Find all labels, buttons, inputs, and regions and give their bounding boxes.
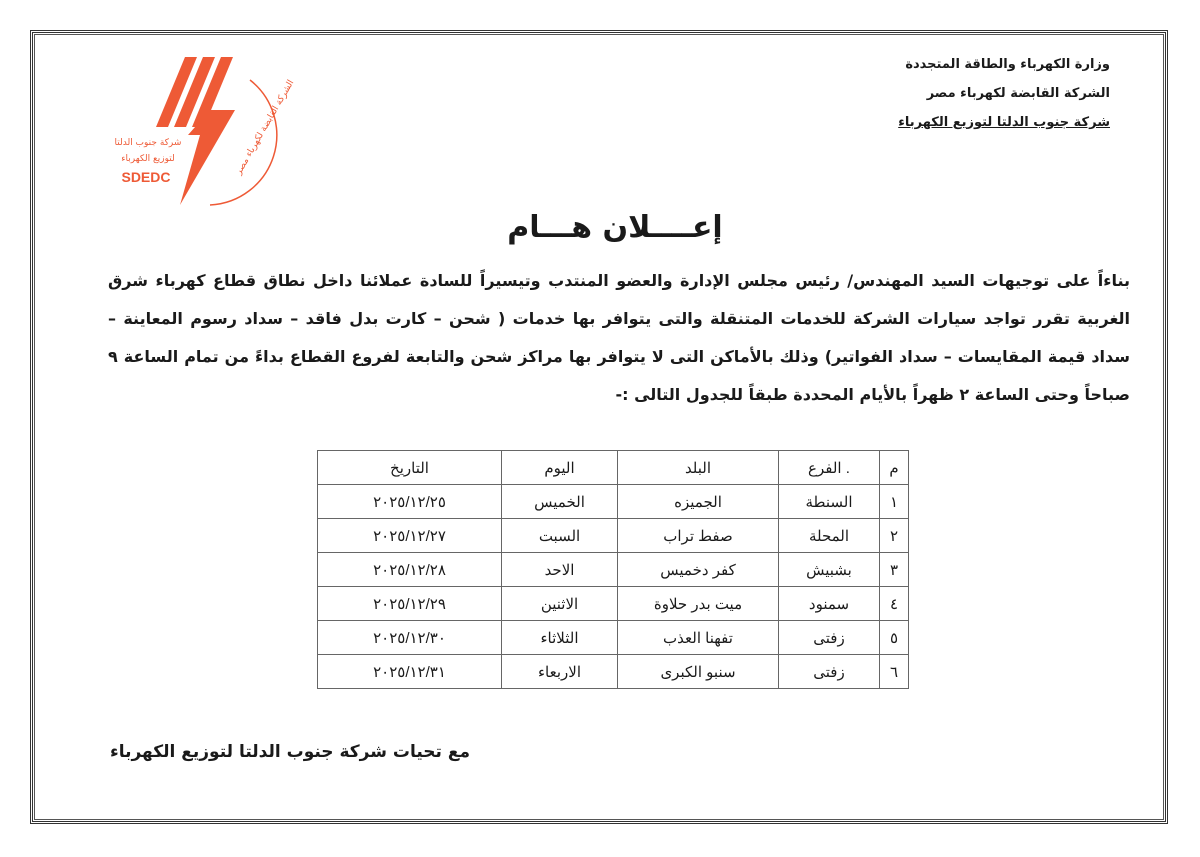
svg-text:شركة جنوب الدلتا: شركة جنوب الدلتا bbox=[114, 138, 182, 148]
town-cell: الجميزه bbox=[618, 485, 779, 519]
date-value: ٢٠٢٥/١٢/٢٨ bbox=[373, 561, 446, 579]
holding-company-name: الشركة القابضة لكهرباء مصر bbox=[926, 86, 1110, 101]
branch-cell: السنطة bbox=[779, 485, 880, 519]
row-number-cell: ٦ bbox=[880, 655, 909, 689]
branch-cell: سمنود bbox=[779, 587, 880, 621]
branch-cell: زفتى bbox=[779, 655, 880, 689]
date-value: ٢٠٢٥/١٢/٢٧ bbox=[373, 527, 446, 545]
date-cell bbox=[318, 485, 502, 519]
day-cell: الاثنين bbox=[502, 587, 618, 621]
day-cell: السبت bbox=[502, 519, 618, 553]
town-cell: صفط تراب bbox=[618, 519, 779, 553]
date-value: ٢٠٢٥/١٢/٣١ bbox=[373, 663, 446, 681]
closing-greeting: مع تحيات شركة جنوب الدلتا لتوزيع الكهرباء bbox=[110, 742, 470, 762]
table-row bbox=[318, 553, 909, 587]
branch-cell: المحلة bbox=[779, 519, 880, 553]
day-cell: الاربعاء bbox=[502, 655, 618, 689]
svg-text:لتوزيع الكهرباء: لتوزيع الكهرباء bbox=[121, 154, 175, 164]
date-value: ٢٠٢٥/١٢/٣٠ bbox=[373, 629, 446, 647]
day-cell: الخميس bbox=[502, 485, 618, 519]
town-cell: كفر دخميس bbox=[618, 553, 779, 587]
date-cell bbox=[318, 655, 502, 689]
letterhead bbox=[898, 50, 1110, 137]
row-number-cell: ٢ bbox=[880, 519, 909, 553]
date-value: ٢٠٢٥/١٢/٢٩ bbox=[373, 595, 446, 613]
schedule-table bbox=[317, 450, 909, 689]
date-cell bbox=[318, 519, 502, 553]
company-name: شركة جنوب الدلتا لتوزيع الكهرباء bbox=[898, 115, 1110, 130]
date-cell bbox=[318, 621, 502, 655]
row-number-cell: ٣ bbox=[880, 553, 909, 587]
branch-cell: زفتى bbox=[779, 621, 880, 655]
date-cell bbox=[318, 553, 502, 587]
header-branch: . الفرع bbox=[779, 451, 880, 485]
header-date: التاريخ bbox=[318, 451, 502, 485]
branch-cell: بشبيش bbox=[779, 553, 880, 587]
row-number-cell: ٤ bbox=[880, 587, 909, 621]
day-cell: الثلاثاء bbox=[502, 621, 618, 655]
table-row bbox=[318, 587, 909, 621]
table-row bbox=[318, 621, 909, 655]
town-cell: ميت بدر حلاوة bbox=[618, 587, 779, 621]
row-number-cell: ١ bbox=[880, 485, 909, 519]
date-value: ٢٠٢٥/١٢/٢٥ bbox=[373, 493, 446, 511]
ministry-name: وزارة الكهرباء والطاقة المتجددة bbox=[905, 57, 1110, 72]
table-row bbox=[318, 485, 909, 519]
header-town: البلد bbox=[618, 451, 779, 485]
date-cell bbox=[318, 587, 502, 621]
row-number-cell: ٥ bbox=[880, 621, 909, 655]
announcement-body: بناءاً على توجيهات السيد المهندس/ رئيس مجلس الإدارة والعضو المنتدب وتيسيراً للسادة عملائنا داخل نطاق قطاع كهرباء شرق الغربية تقرر تواجد سيارات الشركة للخدمات المتنقلة والتى يتوافر بها خدمات ( شحن – كارت بدل فاقد – سداد رسوم المعاينة – سداد قيمة المقايسات – سداد الفواتير) وذلك بالأماكن التى لا يتوافر بها مراكز شحن والتابعة لفروع القطاع بداءً من تمام الساعة ٩ صباحاً وحتى الساعة ٢ ظهراً بالأيام المحددة طبقاً للجدول التالى :- bbox=[108, 271, 1130, 404]
svg-text:SDEDC: SDEDC bbox=[121, 169, 171, 185]
header-number: م bbox=[880, 451, 909, 485]
table-header-row bbox=[318, 451, 909, 485]
table-row bbox=[318, 519, 909, 553]
announcement-title: إعــــلان هـــام bbox=[507, 210, 723, 245]
town-cell: تفهنا العذب bbox=[618, 621, 779, 655]
table-row bbox=[318, 655, 909, 689]
svg-text:الشركة القابضة لكهرباء مصر: الشركة القابضة لكهرباء مصر bbox=[233, 78, 297, 177]
header-day: اليوم bbox=[502, 451, 618, 485]
day-cell: الاحد bbox=[502, 553, 618, 587]
company-logo bbox=[100, 55, 310, 215]
town-cell: سنبو الكبرى bbox=[618, 655, 779, 689]
